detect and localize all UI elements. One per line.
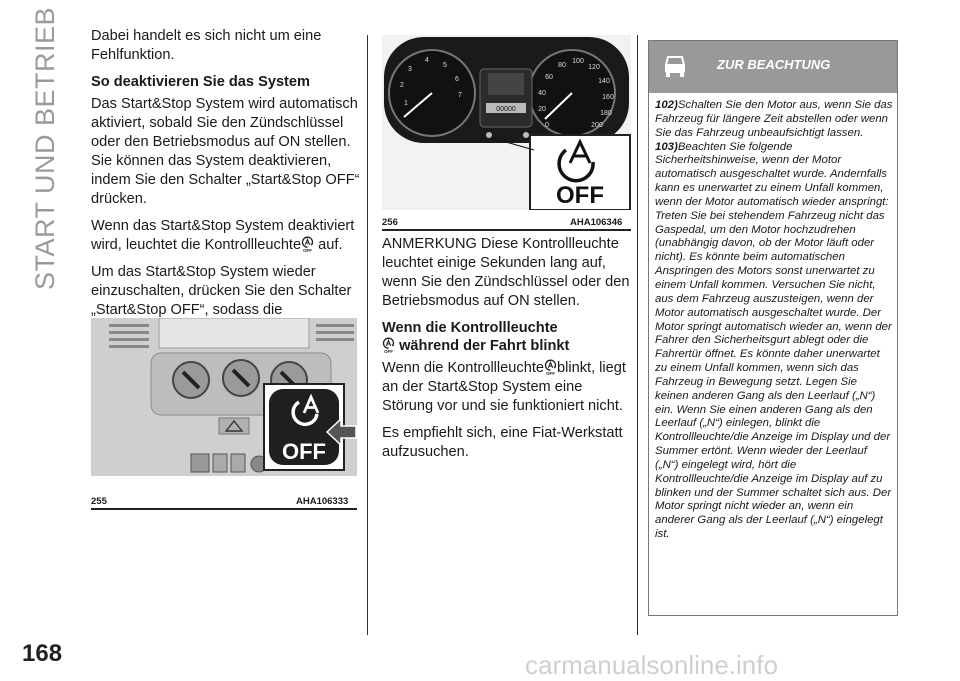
figure-rule (382, 229, 631, 231)
note-body (649, 93, 897, 542)
column-left (91, 27, 363, 347)
note-title: ZUR BEACHTUNG (717, 57, 831, 72)
note-item: 102)Schalten Sie den Motor aus, wenn Sie das Fahrzeug für längere Zeit abstellen oder wenn Sie das Fahrzeug unbeaufsichtigt lassen. (655, 99, 893, 139)
column-divider (637, 35, 638, 635)
figure-rule (91, 508, 357, 510)
svg-text:160: 160 (602, 94, 614, 101)
paragraph: Das Start&Stop System wird automatisch aktiviert, sobald Sie den Zündschlüssel oder den Betriebsmodus auf ON stellen. Sie können das System deaktivieren, indem Sie den Schalter „Start&Stop OFF“ drücken. (91, 96, 360, 207)
instrument-cluster-illustration (382, 35, 631, 210)
svg-text:3: 3 (408, 66, 412, 73)
side-section-title: START UND BETRIEB (30, 6, 60, 290)
svg-text:20: 20 (538, 106, 546, 113)
svg-text:5: 5 (443, 62, 447, 69)
svg-text:200: 200 (591, 122, 603, 129)
figure-255-image (91, 318, 357, 476)
svg-text:100: 100 (572, 58, 584, 65)
column-middle (382, 235, 634, 470)
svg-text:80: 80 (558, 62, 566, 69)
svg-text:4: 4 (425, 57, 429, 64)
paragraph: Wenn die Kontrollleuchte blinkt, liegt an der Start&Stop System eine Störung vor und sie funktioniert nicht. (382, 360, 626, 414)
svg-text:180: 180 (600, 110, 612, 117)
svg-text:0: 0 (545, 122, 549, 129)
svg-text:40: 40 (538, 90, 546, 97)
figure-number: 256 (382, 217, 398, 228)
svg-text:OFF: OFF (282, 439, 326, 464)
svg-text:60: 60 (545, 74, 553, 81)
start-stop-off-indicator-icon (382, 337, 395, 353)
column-divider (367, 35, 368, 635)
svg-text:6: 6 (455, 76, 459, 83)
page-number: 168 (22, 640, 63, 667)
paragraph: Um das Start&Stop System wieder einzuschalten, drücken Sie den Schalter „Start&Stop OFF“, sodass die (91, 264, 352, 318)
figure-256-image (382, 35, 631, 210)
note-header (649, 41, 897, 93)
paragraph: ANMERKUNG Diese Kontrollleuchte leuchtet einige Sekunden lang auf, wenn Sie den Zündschlüssel oder den Betriebsmodus auf ON stellen. (382, 236, 630, 309)
svg-text:2: 2 (400, 82, 404, 89)
start-stop-off-indicator-icon (544, 359, 557, 375)
svg-text:00000: 00000 (496, 106, 516, 113)
start-stop-off-indicator-icon (301, 236, 314, 252)
svg-text:120: 120 (588, 64, 600, 71)
section-heading: Wenn die Kontrollleuchte während der Fahrt blinkt (382, 320, 570, 354)
svg-text:140: 140 (598, 78, 610, 85)
note-item: 103)Beachten Sie folgende Sicherheitshinweise, wenn der Motor automatisch ausgeschaltet wurde. Andernfalls kann es unerwartet zu einem Unfall kommen, wenn der Motor automatisch wieder anspringt: Treten Sie bei stehendem Fahrzeug nicht das Gaspedal, um den Motor hochzudrehen (unabhängig davon, ob der Motor läuft oder nicht). Es könnte beim automatischen Anspringen des Motors sonst unerwartet zu einem Unfall kommen. Versuchen Sie nicht, aus dem Fahrzeug auszusteigen, wenn der Motor automatisch ausgeschaltet wurde. Der Motor springt automatisch wieder an, wenn der Fahrer den Sicherheitsgurt ablegt oder die Fahrertür öffnet. Es könnte daher unerwartet zu einem Unfall kommen, wenn sich das Fahrzeug in Bewegung setzt. Legen Sie keinen anderen Gang als den Leerlauf („N“) ein. Wenn Sie einen anderen Gang als den Leerlauf („N“) einlegen, blinkt die Kontrollleuchte/die Anzeige im Display und der Summer ertönt. Wenn wieder der Leerlauf („N“) eingelegt wird, hört die Kontrollleuchte/die Anzeige im Display auf zu blinken und der Summer schaltet sich aus. Der Motor springt nicht wieder an, wenn ein anderer Gang als der Leerlauf („N“) eingelegt ist. (655, 140, 892, 541)
figure-code: AHA106333 (296, 496, 349, 507)
paragraph: Es empfiehlt sich, eine Fiat-Werkstatt aufzusuchen. (382, 425, 623, 460)
dashboard-switch-panel-illustration (91, 318, 357, 476)
svg-text:1: 1 (404, 100, 408, 107)
svg-text:OFF: OFF (556, 182, 604, 209)
figure-number: 255 (91, 496, 107, 507)
warning-note-box (648, 40, 898, 616)
paragraph: Wenn das Start&Stop System deaktiviert wird, leuchtet die Kontrollleuchte auf. (91, 218, 355, 253)
svg-text:7: 7 (458, 92, 462, 99)
warning-car-icon (663, 54, 687, 80)
paragraph: Dabei handelt es sich nicht um eine Fehlfunktion. (91, 28, 322, 63)
watermark: carmanualsonline.info (525, 650, 778, 680)
figure-code: AHA106346 (570, 217, 623, 228)
section-heading: So deaktivieren Sie das System (91, 74, 311, 90)
